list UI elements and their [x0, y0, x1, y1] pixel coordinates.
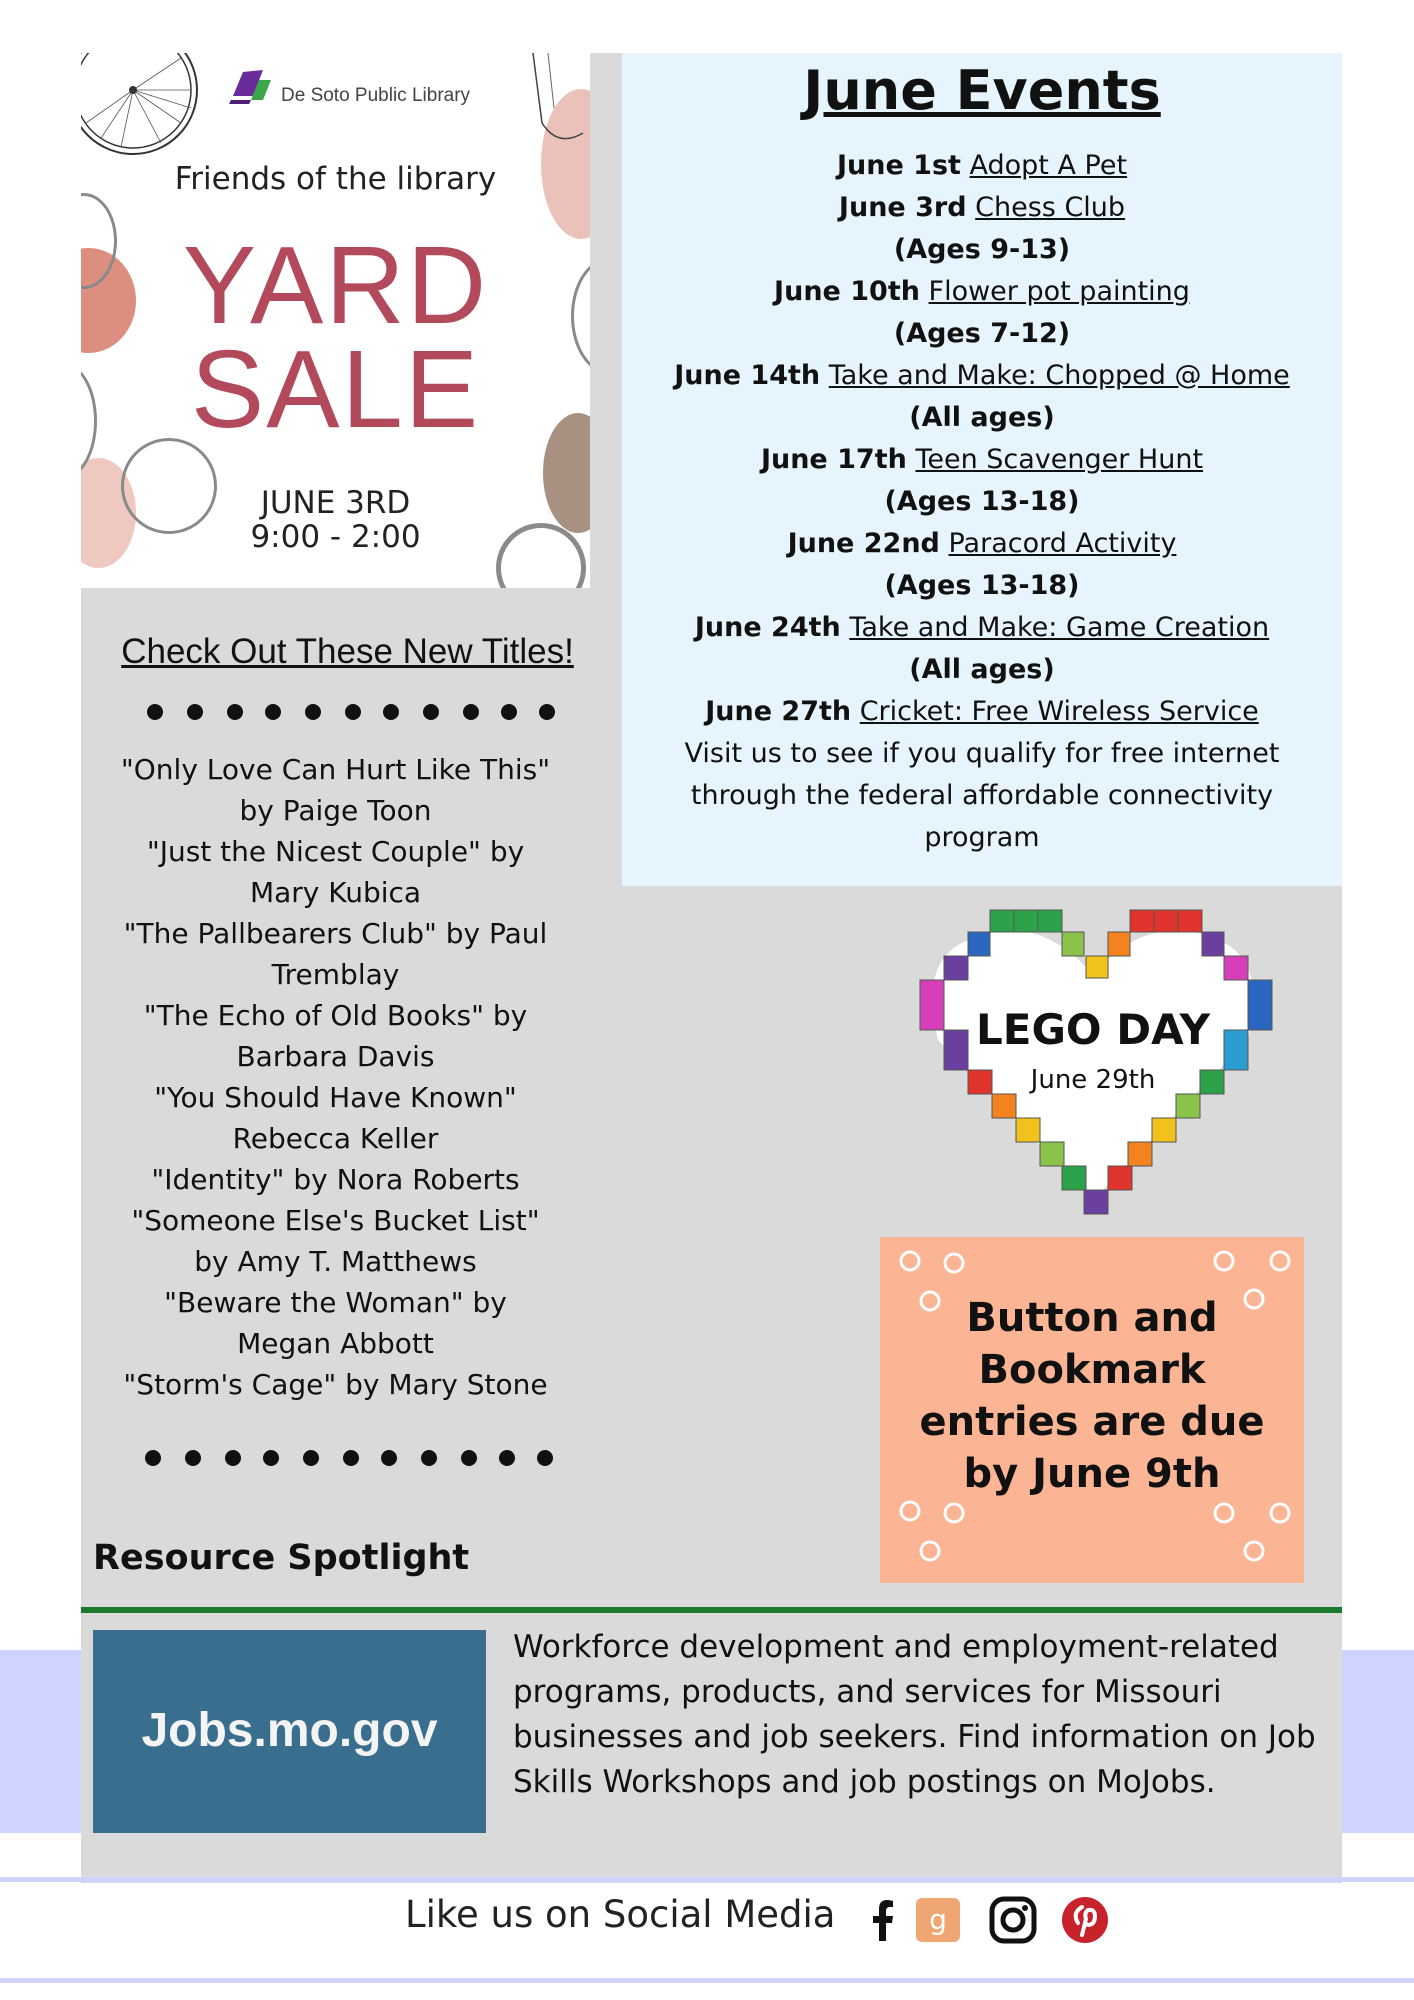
- description-line: programs, products, and services for Missouri: [513, 1674, 1222, 1710]
- event-date: June 3rd: [838, 192, 967, 223]
- event-date: June 1st: [836, 150, 961, 181]
- title-line: Rebecca Keller: [232, 1122, 439, 1155]
- event-link[interactable]: Chess Club: [975, 192, 1126, 223]
- notice-line: Bookmark: [978, 1347, 1206, 1393]
- event-ages: (Ages 9-13): [893, 234, 1071, 265]
- new-titles-list: [81, 749, 590, 1405]
- footer-divider-bottom: [0, 1978, 1414, 1983]
- resource-spotlight-title: Resource Spotlight: [93, 1538, 470, 1578]
- title-line: Tremblay: [271, 958, 400, 991]
- lego-day-title: LEGO DAY: [975, 1005, 1210, 1054]
- lego-heart-icon: [908, 900, 1278, 1220]
- event-note: Visit us to see if you qualify for free internet: [684, 738, 1280, 769]
- title-line: "Just the Nicest Couple" by: [146, 835, 525, 868]
- event-item: [622, 271, 1342, 313]
- description-line: businesses and job seekers. Find information on Job: [513, 1719, 1316, 1755]
- jobs-logo-text: Jobs.mo.gov: [141, 1704, 438, 1757]
- event-date: June 22nd: [787, 528, 940, 559]
- instagram-icon[interactable]: [988, 1895, 1038, 1945]
- events-title: June Events: [803, 59, 1161, 122]
- flyer-title-sale: SALE: [190, 328, 481, 451]
- event-item: [622, 439, 1342, 481]
- jobs-mo-gov-logo[interactable]: [93, 1630, 486, 1833]
- event-link[interactable]: Flower pot painting: [928, 276, 1190, 307]
- title-line: "Only Love Can Hurt Like This": [120, 753, 551, 786]
- description-line: Skills Workshops and job postings on MoJobs.: [513, 1764, 1216, 1800]
- new-titles-heading: Check Out These New Titles!: [121, 632, 574, 671]
- event-ages: (Ages 13-18): [884, 486, 1080, 517]
- event-note: program: [924, 822, 1040, 853]
- footer-divider-top: [0, 1877, 1414, 1882]
- event-link[interactable]: Take and Make: Chopped @ Home: [828, 360, 1290, 391]
- title-line: "Someone Else's Bucket List": [131, 1204, 540, 1237]
- title-line: Mary Kubica: [249, 876, 422, 909]
- event-ages: (Ages 7-12): [893, 318, 1071, 349]
- yard-sale-flyer: [81, 53, 590, 588]
- button-bookmark-text: [880, 1292, 1304, 1500]
- title-line: Megan Abbott: [237, 1327, 434, 1360]
- event-link[interactable]: Paracord Activity: [948, 528, 1177, 559]
- resource-description: [513, 1625, 1333, 1805]
- button-bookmark-notice: [880, 1237, 1304, 1583]
- event-ages: (All ages): [909, 654, 1055, 685]
- lego-day-date: June 29th: [1030, 1065, 1156, 1095]
- event-link[interactable]: Teen Scavenger Hunt: [915, 444, 1204, 475]
- title-line: "Beware the Woman" by: [164, 1286, 507, 1319]
- flyer-title-yard: YARD: [182, 224, 489, 347]
- goodreads-icon[interactable]: [913, 1895, 963, 1945]
- event-note: through the federal affordable connectivity: [690, 780, 1274, 811]
- event-item: [622, 145, 1342, 187]
- title-line: Barbara Davis: [236, 1040, 435, 1073]
- title-line: "Identity" by Nora Roberts: [151, 1163, 520, 1196]
- title-line: "You Should Have Known": [154, 1081, 517, 1114]
- facebook-icon[interactable]: [858, 1895, 908, 1945]
- notice-line: entries are due: [919, 1399, 1265, 1445]
- flower-cluster-icon: [888, 1493, 988, 1573]
- title-line: by Amy T. Matthews: [194, 1245, 477, 1278]
- event-item: [622, 187, 1342, 229]
- title-line: "The Echo of Old Books" by: [143, 999, 528, 1032]
- event-date: June 14th: [674, 360, 821, 391]
- social-media-label: Like us on Social Media: [405, 1893, 836, 1936]
- dot-divider: [81, 1443, 590, 1473]
- event-ages: (All ages): [909, 402, 1055, 433]
- event-item: [622, 607, 1342, 649]
- flower-cluster-icon: [1202, 1493, 1302, 1573]
- pinterest-icon[interactable]: [1060, 1895, 1110, 1945]
- event-link[interactable]: Cricket: Free Wireless Service: [859, 696, 1259, 727]
- notice-line: Button and: [966, 1295, 1218, 1341]
- title-line: by Paige Toon: [239, 794, 432, 827]
- resource-divider: [81, 1607, 1342, 1613]
- svg-text:g: g: [929, 1903, 947, 1936]
- event-ages: (Ages 13-18): [884, 570, 1080, 601]
- dot-divider: [81, 697, 590, 727]
- bicycle-wheel-icon: [81, 53, 216, 168]
- description-line: Workforce development and employment-related: [513, 1629, 1279, 1665]
- flyer-time: 9:00 - 2:00: [250, 519, 421, 555]
- event-item: [622, 355, 1342, 397]
- events-list: [622, 145, 1342, 859]
- event-link[interactable]: Adopt A Pet: [969, 150, 1128, 181]
- event-date: June 10th: [774, 276, 920, 307]
- event-item: [622, 691, 1342, 733]
- june-events-panel: [622, 53, 1342, 886]
- library-logo-icon: [229, 66, 273, 106]
- event-date: June 24th: [694, 612, 841, 643]
- library-name: De Soto Public Library: [281, 85, 471, 106]
- flyer-subtitle: Friends of the library: [174, 161, 497, 197]
- event-link[interactable]: Take and Make: Game Creation: [849, 612, 1270, 643]
- event-item: [622, 523, 1342, 565]
- notice-line: by June 9th: [963, 1451, 1221, 1497]
- title-line: "The Pallbearers Club" by Paul: [123, 917, 548, 950]
- glass-sketch-icon: [528, 53, 590, 158]
- event-date: June 17th: [760, 444, 907, 475]
- title-line: "Storm's Cage" by Mary Stone: [123, 1368, 548, 1401]
- flyer-date: JUNE 3RD: [260, 485, 411, 521]
- event-date: June 27th: [705, 696, 852, 727]
